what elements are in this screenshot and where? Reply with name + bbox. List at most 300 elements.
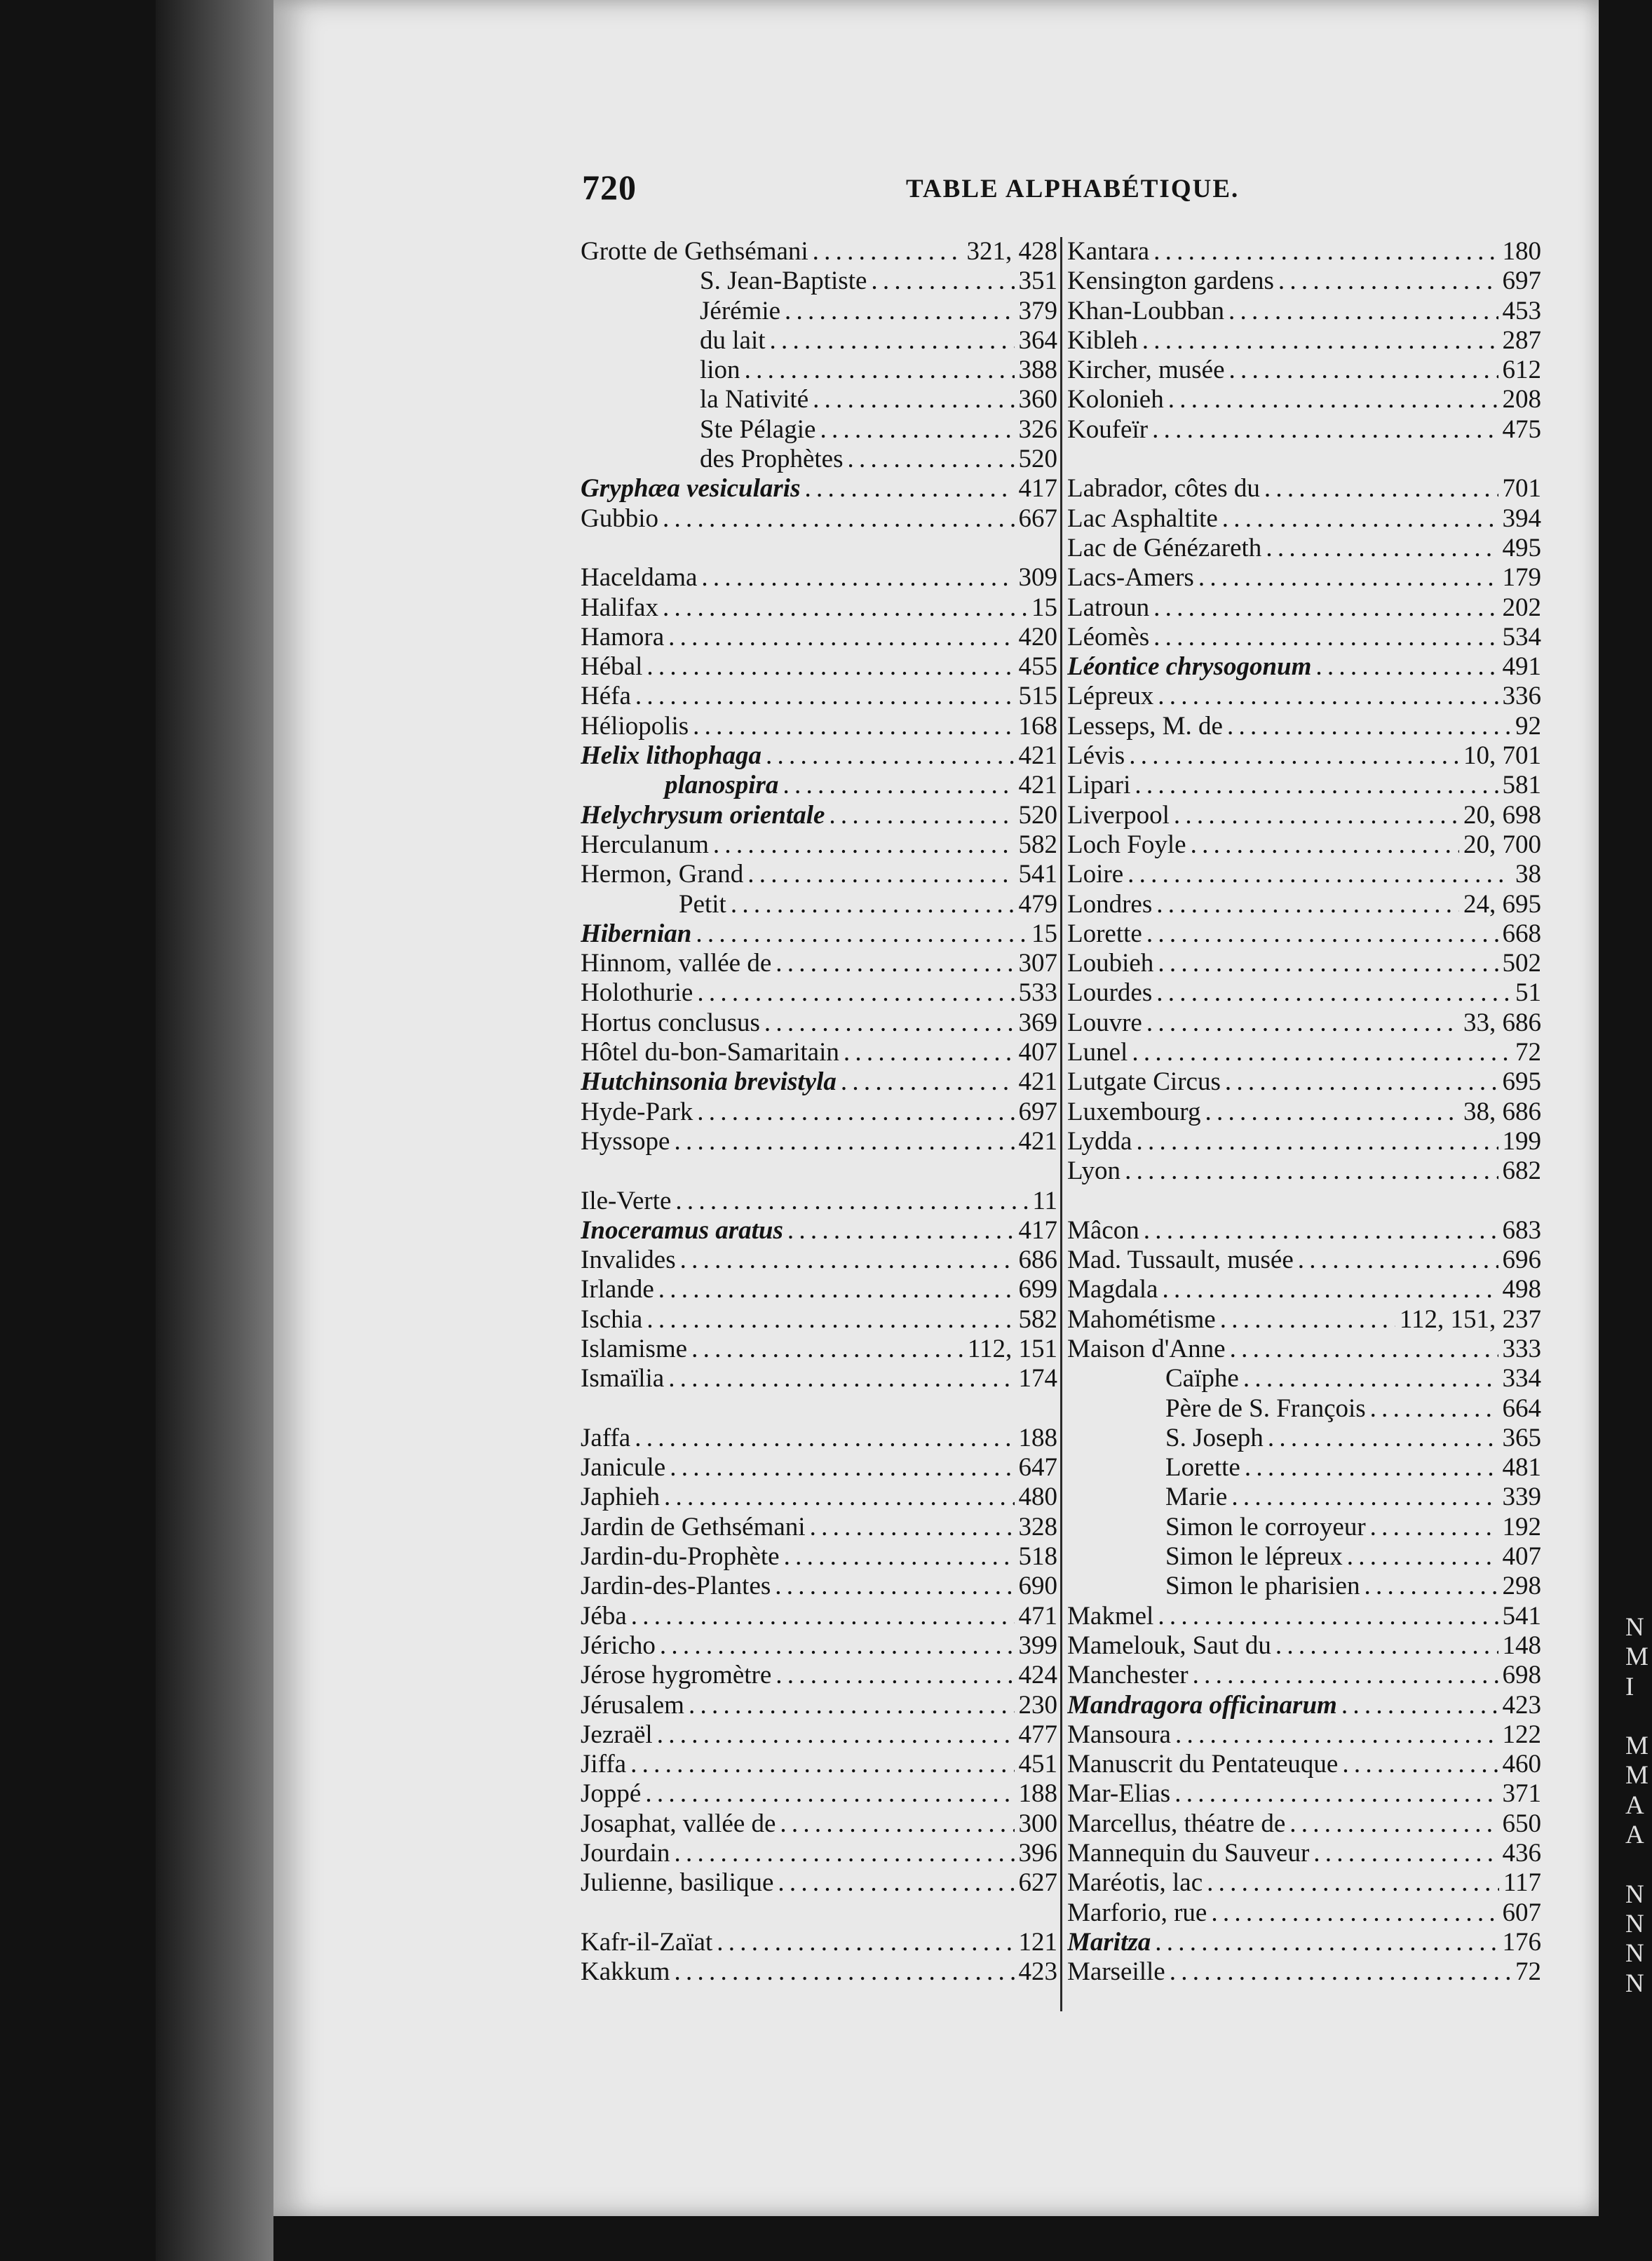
entry-term: Simon le pharisien	[1165, 1572, 1360, 1601]
index-entry	[581, 415, 1057, 445]
dot-leader	[674, 1957, 1014, 1987]
entry-term: Kibleh	[1067, 325, 1138, 355]
index-entry	[1067, 1424, 1541, 1453]
entry-page-ref: 471	[1018, 1601, 1057, 1631]
entry-page-ref: 188	[1018, 1779, 1057, 1809]
dot-leader	[1158, 1602, 1498, 1631]
index-entry	[581, 1067, 1057, 1097]
index-entry	[1067, 1661, 1541, 1690]
dot-leader	[675, 1187, 1028, 1216]
index-entry	[1067, 1216, 1541, 1246]
entry-page-ref: 24, 695	[1463, 889, 1541, 919]
index-entry	[581, 623, 1057, 652]
entry-term: Islamisme	[581, 1334, 688, 1363]
dot-leader	[1207, 1868, 1499, 1898]
entry-page-ref: 421	[1018, 741, 1057, 771]
index-entry	[1067, 623, 1541, 652]
dot-leader	[844, 1038, 1015, 1067]
entry-term: Jardin de Gethsémani	[581, 1512, 806, 1541]
entry-page-ref: 581	[1502, 771, 1541, 800]
index-entry	[1067, 1483, 1541, 1512]
index-entry	[581, 1809, 1057, 1839]
index-entry	[581, 1572, 1057, 1601]
entry-term: Marforio, rue	[1067, 1898, 1207, 1927]
dot-leader	[1174, 801, 1459, 830]
entry-page-ref: 122	[1502, 1720, 1541, 1749]
entry-page-ref: 20, 700	[1463, 830, 1541, 859]
entry-page-ref: 399	[1018, 1631, 1057, 1660]
dot-leader	[1341, 1691, 1498, 1720]
entry-term: Jaffa	[581, 1423, 631, 1452]
entry-term: Helix lithophaga	[581, 741, 762, 771]
entry-term: Luxembourg	[1067, 1097, 1201, 1126]
entry-page-ref: 364	[1018, 325, 1057, 355]
entry-term: Londres	[1067, 889, 1153, 919]
dot-leader	[1175, 1720, 1498, 1750]
entry-page-ref: 38, 686	[1463, 1097, 1541, 1126]
index-entry	[581, 1928, 1057, 1957]
dot-leader	[1229, 356, 1498, 385]
entry-term: Hermon, Grand	[581, 860, 744, 889]
dot-leader	[1174, 1779, 1498, 1809]
entry-term: Hibernian	[581, 919, 692, 948]
entry-page-ref: 698	[1502, 1661, 1541, 1690]
dot-leader	[645, 1779, 1014, 1809]
entry-page-ref: 518	[1018, 1542, 1057, 1572]
index-entry	[581, 1038, 1057, 1067]
entry-page-ref: 188	[1018, 1423, 1057, 1452]
dot-leader	[1289, 1809, 1498, 1839]
index-entry	[1067, 356, 1541, 385]
entry-page-ref: 686	[1018, 1246, 1057, 1275]
index-entry	[1067, 326, 1541, 356]
dot-leader	[1168, 385, 1498, 414]
entry-page-ref: 541	[1502, 1601, 1541, 1631]
dot-leader	[1198, 563, 1498, 593]
dot-leader	[785, 297, 1014, 326]
entry-term: Caïphe	[1165, 1364, 1239, 1393]
entry-term: Liverpool	[1067, 800, 1170, 830]
index-entry	[1067, 1809, 1541, 1839]
entry-term: Lépreux	[1067, 682, 1154, 711]
entry-page-ref: 498	[1502, 1275, 1541, 1304]
index-entry	[1067, 741, 1541, 771]
dot-leader	[674, 1127, 1014, 1156]
index-entry	[1067, 860, 1541, 889]
entry-gap	[1067, 445, 1541, 474]
index-entry	[1067, 1067, 1541, 1097]
column-divider	[1060, 237, 1062, 2011]
entry-page-ref: 423	[1018, 1957, 1057, 1987]
entry-term: Holothurie	[581, 978, 693, 1008]
entry-term: Ile-Verte	[581, 1186, 672, 1215]
entry-page-ref: 541	[1018, 860, 1057, 889]
index-entry	[581, 1779, 1057, 1809]
index-entry	[581, 1335, 1057, 1364]
edge-letter: N	[1625, 1939, 1644, 1969]
entry-term: Mar-Elias	[1067, 1779, 1171, 1809]
entry-page-ref: 701	[1502, 474, 1541, 504]
entry-term: Lac Asphaltite	[1067, 504, 1218, 533]
entry-page-ref: 477	[1018, 1720, 1057, 1749]
index-entry	[581, 741, 1057, 771]
dot-leader	[696, 919, 1027, 949]
index-entry	[581, 890, 1057, 919]
entry-term: Marcellus, théatre de	[1067, 1809, 1286, 1838]
index-entry	[1067, 237, 1541, 266]
dot-leader	[1156, 890, 1459, 919]
entry-term: Jérusalem	[581, 1690, 684, 1720]
entry-gap	[581, 1394, 1057, 1424]
index-entry	[1067, 1513, 1541, 1542]
index-entry	[1067, 1602, 1541, 1631]
dot-leader	[697, 1098, 1014, 1127]
entry-page-ref: 179	[1502, 563, 1541, 593]
entry-page-ref: 365	[1502, 1423, 1541, 1452]
index-entry	[581, 1275, 1057, 1304]
dot-leader	[646, 1305, 1014, 1335]
entry-page-ref: 491	[1502, 652, 1541, 682]
entry-term: Marie	[1165, 1483, 1228, 1512]
entry-page-ref: 33, 686	[1463, 1008, 1541, 1037]
entry-term: Herculanum	[581, 830, 709, 859]
index-entry	[581, 1483, 1057, 1512]
edge-letter: M	[1625, 1761, 1648, 1790]
entry-term: Koufeïr	[1067, 414, 1149, 444]
entry-term: Loubieh	[1067, 949, 1154, 978]
dot-leader	[701, 563, 1014, 593]
entry-page-ref: 168	[1018, 711, 1057, 741]
entry-term: Jérémie	[700, 296, 781, 325]
dot-leader	[776, 1661, 1014, 1690]
entry-page-ref: 697	[1502, 266, 1541, 296]
entry-term: Lorette	[1165, 1453, 1240, 1483]
index-entry	[581, 1008, 1057, 1038]
index-entry	[581, 1661, 1057, 1690]
index-entry	[1067, 682, 1541, 711]
entry-term: Kensington gardens	[1067, 266, 1274, 296]
dot-leader	[1230, 1335, 1498, 1364]
dot-leader	[783, 771, 1014, 800]
entry-page-ref: 202	[1502, 593, 1541, 622]
index-entry	[1067, 593, 1541, 623]
entry-page-ref: 647	[1018, 1453, 1057, 1483]
index-entry	[581, 1839, 1057, 1868]
entry-page-ref: 682	[1502, 1156, 1541, 1186]
entry-term: Loire	[1067, 860, 1124, 889]
entry-term: Kircher, musée	[1067, 356, 1225, 385]
index-entry	[1067, 415, 1541, 445]
index-entry	[581, 949, 1057, 978]
entry-page-ref: 394	[1502, 504, 1541, 533]
index-entry	[581, 356, 1057, 385]
index-entry	[581, 801, 1057, 830]
entry-page-ref: 451	[1018, 1750, 1057, 1779]
edge-letter: M	[1625, 1642, 1648, 1672]
dot-leader	[1158, 682, 1498, 711]
dot-leader	[1129, 741, 1459, 771]
entry-page-ref: 388	[1018, 356, 1057, 385]
entry-term: Maritza	[1067, 1927, 1151, 1957]
entry-term: Irlande	[581, 1275, 654, 1304]
index-entry	[1067, 830, 1541, 860]
index-entry	[581, 593, 1057, 623]
entry-term: S. Jean-Baptiste	[700, 266, 867, 296]
index-entry	[581, 652, 1057, 682]
entry-term: Halifax	[581, 593, 658, 622]
entry-page-ref: 199	[1502, 1126, 1541, 1156]
entry-page-ref: 92	[1515, 711, 1541, 741]
index-entry	[1067, 1453, 1541, 1483]
index-entry	[581, 682, 1057, 711]
dot-leader	[1205, 1098, 1459, 1127]
dot-leader	[1220, 1305, 1395, 1335]
edge-letter: A	[1625, 1790, 1644, 1820]
dot-leader	[658, 1275, 1015, 1304]
dot-leader	[784, 1542, 1015, 1572]
entry-term: Simon le corroyeur	[1165, 1512, 1366, 1541]
entry-page-ref: 326	[1018, 414, 1057, 444]
index-entry	[581, 1542, 1057, 1572]
edge-letter: N	[1625, 1969, 1644, 1998]
dot-leader	[841, 1067, 1015, 1097]
entry-term: Kakkum	[581, 1957, 670, 1987]
entry-page-ref: 360	[1018, 385, 1057, 414]
index-entry	[581, 1720, 1057, 1750]
entry-page-ref: 460	[1502, 1750, 1541, 1779]
index-entry	[1067, 1750, 1541, 1779]
entry-page-ref: 668	[1502, 919, 1541, 948]
entry-term: Léomès	[1067, 622, 1150, 652]
index-entry	[581, 1957, 1057, 1987]
entry-page-ref: 20, 698	[1463, 800, 1541, 830]
entry-page-ref: 582	[1018, 830, 1057, 859]
entry-term: Hyssope	[581, 1126, 670, 1156]
dot-leader	[1162, 1275, 1498, 1304]
edge-letter	[1625, 1850, 1652, 1879]
dot-leader	[770, 326, 1015, 356]
entry-term: Joppé	[581, 1779, 642, 1809]
entry-page-ref: 453	[1502, 296, 1541, 325]
entry-page-ref: 287	[1502, 325, 1541, 355]
index-column-right	[1067, 237, 1541, 1987]
running-head: TABLE ALPHABÉTIQUE.	[906, 175, 1240, 203]
index-entry	[1067, 1098, 1541, 1127]
index-entry	[581, 1246, 1057, 1275]
entry-page-ref: 695	[1502, 1067, 1541, 1097]
dot-leader	[1342, 1750, 1498, 1779]
dot-leader	[680, 1246, 1015, 1275]
dot-leader	[1227, 712, 1511, 741]
entry-term: Lyon	[1067, 1156, 1121, 1186]
dot-leader	[780, 1809, 1014, 1839]
entry-term: Manchester	[1067, 1661, 1189, 1690]
dot-leader	[1156, 978, 1511, 1008]
entry-term: Gubbio	[581, 504, 658, 533]
index-entry	[1067, 1898, 1541, 1928]
entry-term: Hutchinsonia brevistyla	[581, 1067, 837, 1097]
index-entry	[581, 1868, 1057, 1898]
entry-term: Hamora	[581, 622, 665, 652]
entry-term: Lac de Génézareth	[1067, 533, 1262, 562]
entry-page-ref: 112, 151, 237	[1399, 1304, 1541, 1334]
entry-page-ref: 697	[1018, 1097, 1057, 1126]
entry-page-ref: 683	[1502, 1215, 1541, 1245]
entry-page-ref: 407	[1018, 1038, 1057, 1067]
index-entry	[581, 1602, 1057, 1631]
entry-page-ref: 520	[1018, 445, 1057, 474]
dot-leader	[635, 682, 1015, 711]
dot-leader	[1364, 1572, 1498, 1601]
index-entry	[581, 1127, 1057, 1156]
entry-page-ref: 475	[1502, 414, 1541, 444]
index-entry	[581, 445, 1057, 474]
dot-leader	[717, 1928, 1014, 1957]
entry-term: planospira	[665, 771, 779, 800]
entry-page-ref: 334	[1502, 1364, 1541, 1393]
entry-term: Ischia	[581, 1304, 643, 1334]
dot-leader	[1153, 237, 1498, 266]
dot-leader	[713, 830, 1015, 860]
entry-page-ref: 369	[1018, 1008, 1057, 1037]
entry-term: Lourdes	[1067, 978, 1153, 1008]
entry-term: S. Joseph	[1165, 1423, 1264, 1452]
entry-term: Lipari	[1067, 771, 1131, 800]
dot-leader	[1268, 1424, 1498, 1453]
dot-leader	[813, 237, 963, 266]
dot-leader	[1315, 652, 1498, 682]
entry-term: Kafr-il-Zaïat	[581, 1927, 713, 1957]
dot-leader	[1152, 415, 1498, 445]
entry-term: Jezraël	[581, 1720, 653, 1749]
index-entry	[581, 978, 1057, 1008]
entry-term: Mannequin du Sauveur	[1067, 1839, 1310, 1868]
entry-page-ref: 307	[1018, 949, 1057, 978]
dot-leader	[693, 712, 1014, 741]
index-entry	[1067, 385, 1541, 414]
entry-term: Lunel	[1067, 1038, 1128, 1067]
index-entry	[1067, 534, 1541, 563]
entry-page-ref: 420	[1018, 622, 1057, 652]
dot-leader	[631, 1602, 1015, 1631]
dot-leader	[1347, 1542, 1498, 1572]
index-entry	[581, 1631, 1057, 1661]
index-entry	[1067, 1868, 1541, 1898]
entry-page-ref: 328	[1018, 1512, 1057, 1541]
index-entry	[581, 771, 1057, 800]
index-entry	[581, 1424, 1057, 1453]
index-entry	[581, 1187, 1057, 1216]
entry-page-ref: 533	[1018, 978, 1057, 1008]
dot-leader	[1153, 593, 1498, 623]
entry-page-ref: 72	[1515, 1038, 1541, 1067]
entry-page-ref: 664	[1502, 1393, 1541, 1423]
entry-page-ref: 300	[1018, 1809, 1057, 1838]
entry-term: Petit	[679, 889, 726, 919]
entry-term: Marseille	[1067, 1957, 1165, 1987]
dot-leader	[664, 1483, 1014, 1512]
entry-gap	[581, 1898, 1057, 1928]
entry-term: Mâcon	[1067, 1215, 1139, 1245]
dot-leader	[1231, 1483, 1498, 1512]
dot-leader	[1191, 830, 1459, 860]
index-entry	[581, 266, 1057, 296]
entry-term: Ste Pélagie	[700, 414, 816, 444]
dot-leader	[1146, 1008, 1459, 1038]
entry-page-ref: 38	[1515, 860, 1541, 889]
entry-page-ref: 51	[1515, 978, 1541, 1008]
entry-term: Mansoura	[1067, 1720, 1171, 1749]
entry-page-ref: 371	[1502, 1779, 1541, 1809]
dot-leader	[848, 445, 1015, 474]
dot-leader	[1158, 949, 1498, 978]
entry-term: Lacs-Amers	[1067, 563, 1194, 593]
dot-leader	[766, 741, 1014, 771]
entry-term: Simon le lépreux	[1165, 1542, 1343, 1572]
entry-term: Khan-Loubban	[1067, 296, 1224, 325]
entry-page-ref: 72	[1515, 1957, 1541, 1987]
dot-leader	[1266, 534, 1498, 563]
index-entry	[581, 860, 1057, 889]
entry-page-ref: 407	[1502, 1542, 1541, 1572]
dot-leader	[668, 1364, 1014, 1393]
dot-leader	[1155, 1928, 1498, 1957]
dot-leader	[747, 860, 1014, 889]
index-entry	[581, 919, 1057, 949]
index-entry	[581, 830, 1057, 860]
index-entry	[581, 1098, 1057, 1127]
entry-page-ref: 321, 428	[966, 237, 1057, 266]
index-entry	[581, 504, 1057, 534]
dot-leader	[670, 1453, 1014, 1483]
entry-term: Héfa	[581, 682, 631, 711]
dot-leader	[657, 1720, 1015, 1750]
index-entry	[1067, 1156, 1541, 1186]
dot-leader	[731, 890, 1015, 919]
entry-page-ref: 396	[1018, 1839, 1057, 1868]
dot-leader	[1132, 1038, 1511, 1067]
entry-term: Jardin-du-Prophète	[581, 1542, 780, 1572]
entry-page-ref: 333	[1502, 1334, 1541, 1363]
entry-page-ref: 696	[1502, 1246, 1541, 1275]
dot-leader	[1128, 860, 1511, 889]
index-entry	[1067, 1335, 1541, 1364]
dot-leader	[660, 1631, 1015, 1661]
index-column-left	[581, 237, 1057, 1987]
index-entry	[1067, 563, 1541, 593]
edge-letter: M	[1625, 1732, 1648, 1761]
dot-leader	[1313, 1839, 1498, 1868]
index-entry	[581, 1750, 1057, 1779]
dot-leader	[1228, 297, 1498, 326]
entry-term: Héliopolis	[581, 711, 689, 741]
dot-leader	[820, 415, 1014, 445]
entry-term: Manuscrit du Pentateuque	[1067, 1750, 1339, 1779]
dot-leader	[691, 1335, 963, 1364]
entry-term: Mandragora officinarum	[1067, 1690, 1337, 1720]
entry-page-ref: 417	[1018, 1215, 1057, 1245]
index-entry	[1067, 1008, 1541, 1038]
index-entry	[1067, 978, 1541, 1008]
entry-term: Invalides	[581, 1246, 676, 1275]
dot-leader	[829, 801, 1014, 830]
page-number: 720	[582, 168, 637, 207]
entry-term: Lorette	[1067, 919, 1142, 948]
entry-page-ref: 502	[1502, 949, 1541, 978]
entry-term: la Nativité	[700, 385, 809, 414]
index-entry	[1067, 919, 1541, 949]
entry-term: Jardin-des-Plantes	[581, 1572, 771, 1601]
